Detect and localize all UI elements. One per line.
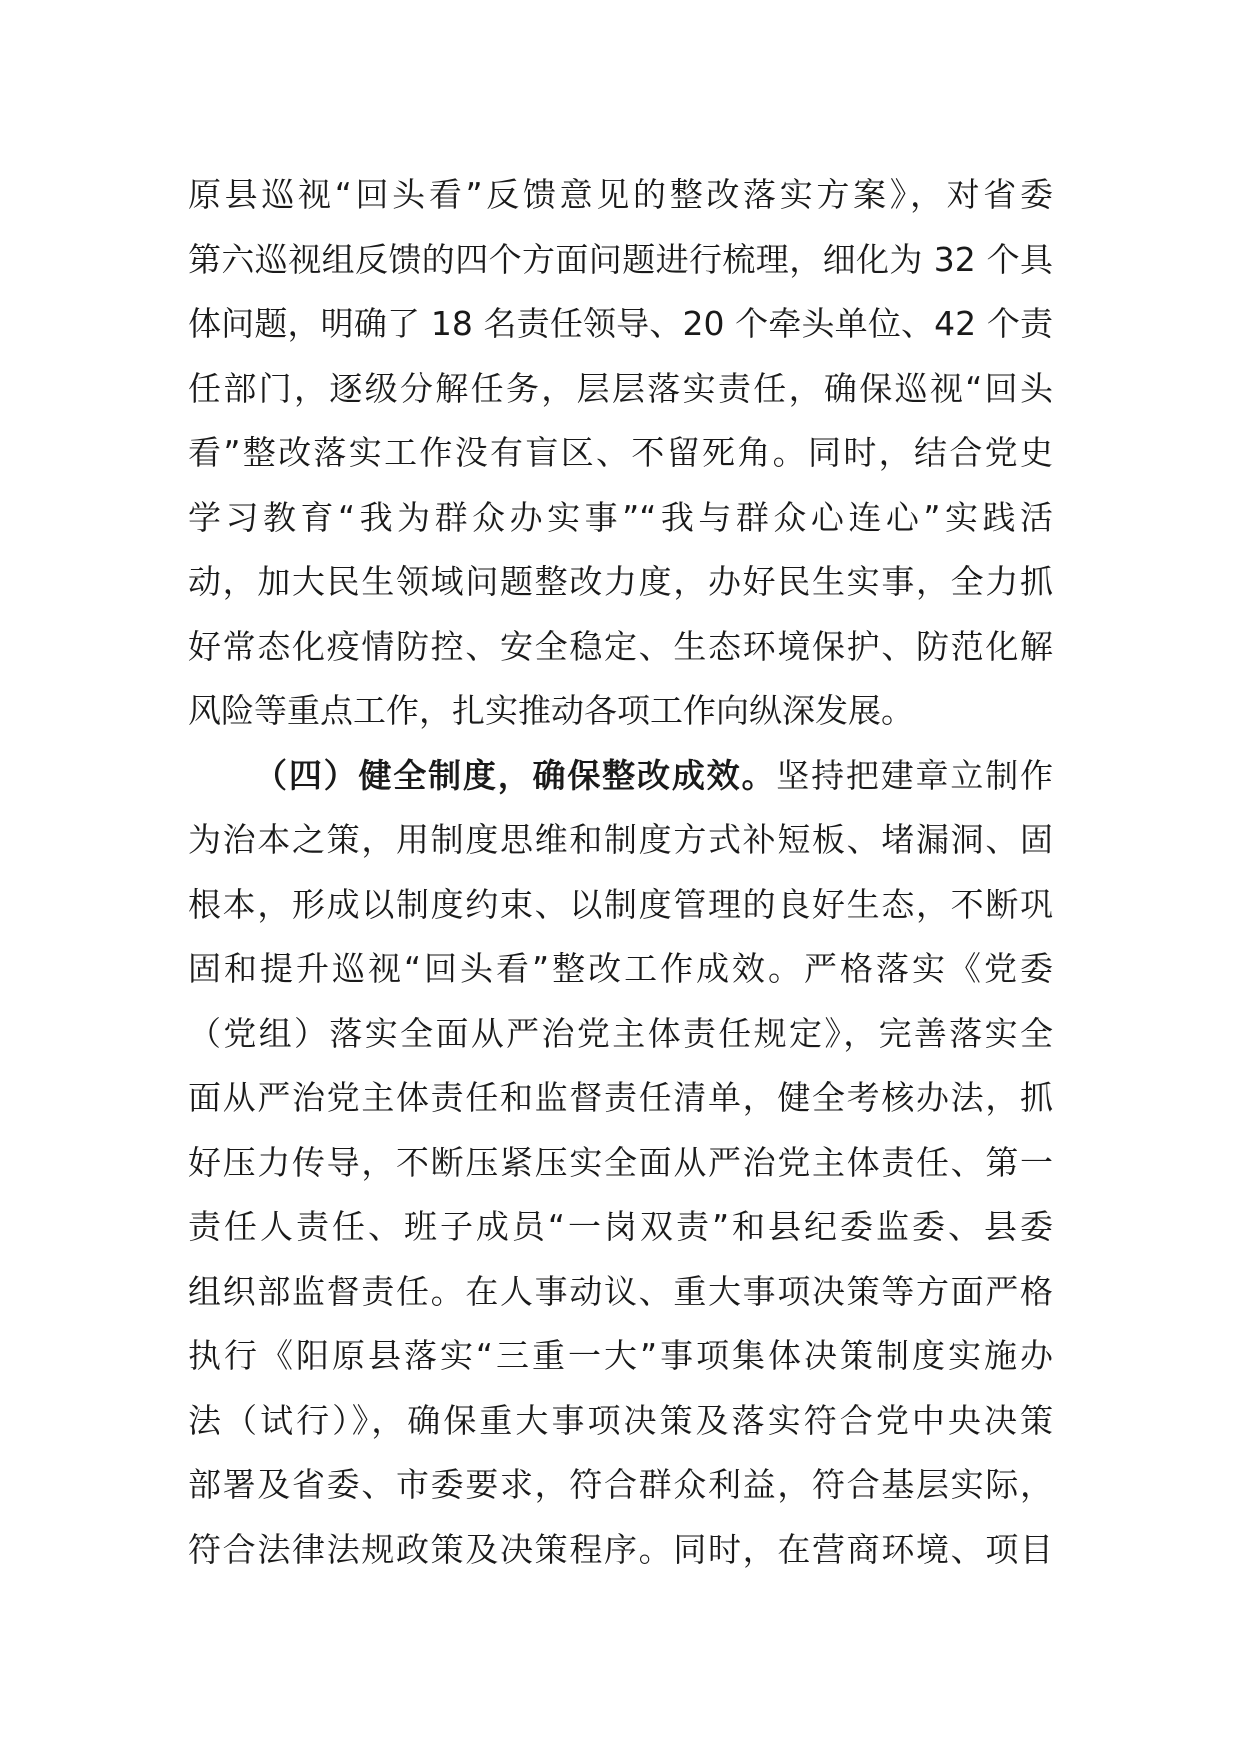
text-line: 符合法律法规政策及决策程序。同时，在营商环境、项目 <box>188 1529 1053 1569</box>
paragraph-1 <box>188 163 1053 744</box>
text-line: （党组）落实全面从严治党主体责任规定》，完善落实全 <box>188 1013 1053 1053</box>
text-line: 面从严治党主体责任和监督责任清单，健全考核办法，抓 <box>188 1078 1053 1117</box>
text-line: 组织部监督责任。在人事动议、重大事项决策等方面严格 <box>188 1271 1053 1311</box>
text-line: 固和提升巡视“回头看”整改工作成效。严格落实《党委 <box>188 949 1053 988</box>
paragraph-2 <box>188 744 1053 1583</box>
text-line: 任部门，逐级分解任务，层层落实责任，确保巡视“回头 <box>188 368 1053 408</box>
section-heading: （四）健全制度，确保整改成效。 <box>254 755 777 795</box>
section-heading-line <box>188 744 1053 809</box>
text-line: 动，加大民生领域问题整改力度，办好民生实事，全力抓 <box>188 562 1053 601</box>
text-line: 看”整改落实工作没有盲区、不留死角。同时，结合党史 <box>188 433 1053 472</box>
text-line: 责任人责任、班子成员“一岗双责”和县纪委监委、县委 <box>188 1207 1053 1246</box>
document-body <box>188 163 1053 1582</box>
text-fragment: 坚持把建章立制作 <box>776 755 1054 795</box>
text-line: 执行《阳原县落实“三重一大”事项集体决策制度实施办 <box>188 1336 1053 1375</box>
text-line: 为治本之策，用制度思维和制度方式补短板、堵漏洞、固 <box>188 820 1053 859</box>
text-line: 好压力传导，不断压紧压实全面从严治党主体责任、第一 <box>188 1142 1053 1182</box>
text-line: 体问题，明确了 18 名责任领导、20 个牵头单位、42 个责 <box>188 304 1053 343</box>
text-line: 风险等重点工作，扎实推动各项工作向纵深发展。 <box>188 691 914 730</box>
text-line: 原县巡视“回头看”反馈意见的整改落实方案》，对省委 <box>188 175 1053 214</box>
text-line: 部署及省委、市委要求，符合群众利益，符合基层实际， <box>188 1465 1053 1504</box>
text-line: 根本，形成以制度约束、以制度管理的良好生态，不断巩 <box>188 884 1053 924</box>
text-line: 第六巡视组反馈的四个方面问题进行梳理，细化为 32 个具 <box>188 239 1053 279</box>
text-line: 学习教育“我为群众办实事”“我与群众心连心”实践活 <box>188 497 1053 537</box>
text-line: 好常态化疫情防控、安全稳定、生态环境保护、防范化解 <box>188 626 1053 666</box>
text-line: 法（试行）》，确保重大事项决策及落实符合党中央决策 <box>188 1400 1053 1440</box>
